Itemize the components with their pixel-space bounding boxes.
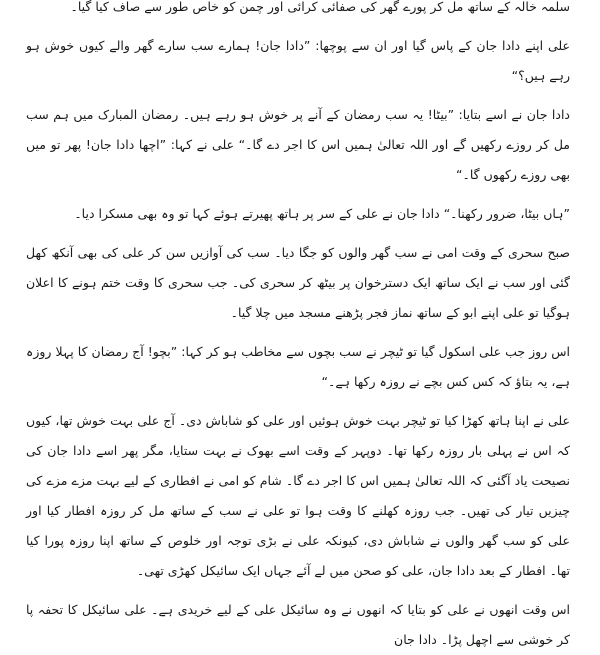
paragraph-spacer <box>26 91 570 100</box>
paragraph-4: ”ہاں بیٹا، ضرور رکھنا۔“ دادا جان نے علی کے سر پر ہاتھ پھیرتے ہوئے کہا تو وہ بھی مسکرا دیا۔ <box>74 206 570 221</box>
paragraph-7: علی نے اپنا ہاتھ کھڑا کیا تو ٹیچر بہت خوش ہوئیں اور علی کو شاباش دی۔ آج علی بہت خوش تھا، کیوں کہ اس نے پہلی بار روزہ رکھا تھا۔ دوپہر کے وقت اسے بھوک نے بہت ستایا، مگر پھر اسے دادا جان کی نصیحت یاد آگئی کہ اللہ تعالیٰ ہمیں اس کا اجر دے گا۔ شام کو امی نے افطاری کے لیے بہت مزے مزے کی چیزیں تیار کی تھیں۔ جب روزہ کھلنے کا وقت ہوا تو علی نے سب کے ساتھ مل کر روزہ افطار کیا اور علی کو سب گھر والوں نے شاباش دی، کیونکہ علی نے بڑی توجہ اور خلوص کے ساتھ اپنا روزہ پورا کیا تھا۔ افطار کے بعد دادا جان، علی کو صحن میں لے آئے جہاں ایک سائیکل کھڑی تھی۔ <box>26 413 570 578</box>
paragraph-spacer <box>26 397 570 406</box>
paragraph-3: دادا جان نے اسے بتایا: ”بیٹا! یہ سب رمضان کے آنے پر خوش ہو رہے ہیں۔ رمضان المبارک میں ہم سب مل کر روزے رکھیں گے اور اللہ تعالیٰ ہمیں اس کا اجر دے گا۔“ علی نے کہا: ”اچھا دادا جان! پھر تو میں بھی روزے رکھوں گا۔“ <box>26 107 570 182</box>
paragraph-1: سلمہ خالہ کے ساتھ مل کر پورے گھر کی صفائی کرائی اور چمن کو خاص طور سے صاف کیا گیا۔ <box>70 0 570 14</box>
paragraph-spacer <box>26 586 570 595</box>
paragraph-5: صبح سحری کے وقت امی نے سب گھر والوں کو جگا دیا۔ سب کی آوازیں سن کر علی کی بھی آنکھ کھل گئی اور سب نے ایک ساتھ ایک دسترخوان پر بیٹھ کر سحری کی۔ جب سحری کا وقت ختم ہونے کا اعلان ہوگیا تو علی اپنے ابو کے ساتھ نماز فجر پڑھنے مسجد میں چلا گیا۔ <box>26 245 570 320</box>
paragraph-spacer <box>26 190 570 199</box>
paragraph-6: اس روز جب علی اسکول گیا تو ٹیچر نے سب بچوں سے مخاطب ہو کر کہا: ”بچو! آج رمضان کا پہلا روزہ ہے، یہ بتاؤ کہ کس کس بچے نے روزہ رکھا ہے۔“ <box>26 344 570 389</box>
paragraph-spacer <box>26 229 570 238</box>
paragraph-2: علی اپنے دادا جان کے پاس گیا اور ان سے پوچھا: ”دادا جان! ہمارے سب سارے گھر والے کیوں خوش ہو رہے ہیں؟“ <box>26 38 570 83</box>
paragraph-8: اس وقت انھوں نے علی کو بتایا کہ انھوں نے وہ سائیکل علی کے لیے خریدی ہے۔ علی سائیکل کا تحفہ پا کر خوشی سے اچھل پڑا۔ دادا جان <box>26 602 570 647</box>
paragraph-spacer <box>26 328 570 337</box>
paragraph-spacer <box>26 22 570 31</box>
